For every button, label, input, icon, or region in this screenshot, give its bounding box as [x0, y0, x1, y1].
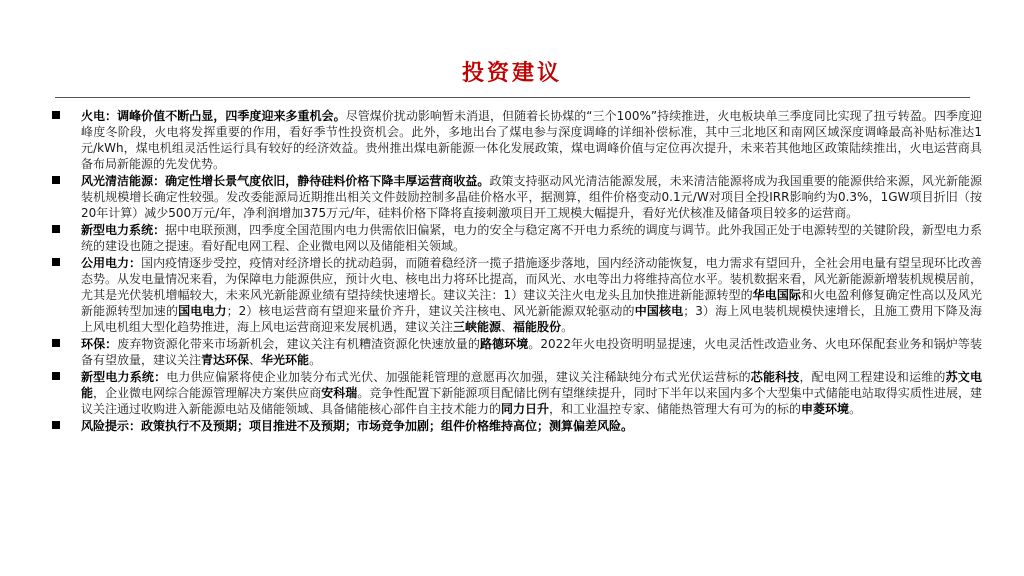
- stock-name: 安科瑞: [321, 386, 358, 400]
- item-heading: 新型电力系统：: [81, 223, 166, 237]
- list-item-public-power: [52, 255, 982, 335]
- item-text: 和火电盈利修复确定性高以及风光新能源转型加速的: [81, 288, 982, 318]
- title-divider: [55, 97, 970, 98]
- item-text: 。竞争性配置下新能源项目配储比例有望继续提升，同时下半年以来国内多个大型集中式储能电站取得实质性进展，建议关注通过收购进入新能源电站及储能领域、具备储能核心部件自主技术能力的: [81, 386, 982, 416]
- stock-name: 华光环能: [261, 353, 310, 367]
- stock-name: 路德环境: [479, 337, 529, 351]
- square-bullet-icon: [52, 339, 60, 347]
- item-text: 政策支持驱动风光清洁能源发展，未来清洁能源将成为我国重要的能源供给来源，风光新能源装机规模增长确定性较强。发改委能源局近期推出相关文件鼓励控制多晶硅价格水平，据测算，组件价格变动0.1元/W对项目全投IRR影响约为0.3%，1GW项目折旧（按20年计算）减少500万元/年，净利润增加375万元/年，硅料价格下降将直接刺激项目开工规模大幅提升，看好光伏核准及储备项目较多的运营商。: [81, 174, 982, 220]
- item-heading: 公用电力：: [81, 256, 142, 270]
- item-text: 据中电联预测，四季度全国范围内电力供需依旧偏紧，电力的安全与稳定离不开电力系统的调度与调节。此外我国正处于电源转型的关键阶段，新型电力系统的建设也随之提速。看好配电网工程、企业微电网以及储能相关领域。: [81, 223, 982, 253]
- item-text: ；2）核电运营商有望迎来量价齐升，建议关注核电、风光新能源双轮驱动的: [226, 304, 635, 318]
- item-text: 。: [561, 320, 574, 334]
- stock-name: 申菱环境: [801, 402, 850, 416]
- list-item-thermal-power: [52, 108, 982, 172]
- square-bullet-icon: [52, 176, 60, 184]
- square-bullet-icon: [52, 372, 60, 380]
- item-text: 。: [309, 353, 322, 367]
- item-text: 。2022年火电投资明明显提速，火电灵活性改造业务、火电环保配套业务和锅炉等装备有望放量，建议关注: [81, 337, 982, 367]
- list-item-environmental: [52, 336, 982, 368]
- item-text: 国内疫情逐步受控，疫情对经济增长的扰动趋弱，而随着稳经济一揽子措施逐步落地，国内经济动能恢复，电力需求有望回升，全社会用电量有望呈现环比改善态势。从发电量情况来看，为保障电力能源供应，预计火电、核电出力将环比提高，而风光、水电等出力将维持高位水平。装机数据来看，风光新能源新增装机规模居前，尤其是光伏装机增幅较大，未来风光新能源业绩有望持续快速增长。建议关注：1）建议关注火电龙头且加快推进新能源转型的: [81, 256, 982, 302]
- square-bullet-icon: [52, 225, 60, 233]
- stock-name: 同力日升: [501, 402, 550, 416]
- item-heading: 环保：: [81, 337, 118, 351]
- stock-name: 中国核电: [634, 304, 684, 318]
- item-text: ；3）海上风电装机规模快速增长，且施工费用下降及海上风电机组大型化趋势推进，海上风电运营商迎来发展机遇，建议关注: [81, 304, 982, 334]
- stock-name: 芯能科技: [750, 370, 800, 384]
- stock-name: 国电电力: [178, 304, 227, 318]
- recommendation-list: [52, 108, 982, 435]
- list-item-new-power-system: [52, 222, 982, 254]
- item-text: 。: [849, 402, 862, 416]
- item-heading: 风光清洁能源：确定性增长景气度依旧，静待硅料价格下降丰厚运营商收益。: [81, 174, 490, 188]
- item-heading: 火电：调峰价值不断凸显，四季度迎来多重机会。: [81, 109, 346, 123]
- stock-name: 青达环保: [201, 353, 250, 367]
- item-text: 、: [249, 353, 262, 367]
- stock-name: 福能股份: [513, 320, 562, 334]
- square-bullet-icon: [52, 258, 60, 266]
- stock-name: 华电国际: [752, 288, 801, 302]
- item-text: ，配电网工程建设和运维的: [799, 370, 946, 384]
- item-text: ，和工业温控专家、储能热管理大有可为的标的: [549, 402, 802, 416]
- item-heading: 风险提示：政策执行不及预期；项目推进不及预期；市场竞争加剧；组件价格维持高位；测算偏差风险。: [81, 419, 634, 433]
- square-bullet-icon: [52, 111, 60, 119]
- stock-name: 三峡能源: [453, 320, 502, 334]
- item-text: 电力供应偏紧将使企业加装分布式光伏、加强能耗管理的意愿再次加强，建议关注稀缺纯分布式光伏运营标的: [166, 370, 751, 384]
- list-item-wind-solar: [52, 173, 982, 221]
- item-text: ，企业微电网综合能源管理解决方案供应商: [93, 386, 322, 400]
- stock-name: 苏文电能: [81, 370, 982, 400]
- item-text: 尽管煤价扰动影响暂未消退，但随着长协煤的“三个100%”持续推进，火电板块单三季度同比实现了扭亏转盈。四季度迎峰度冬阶段，火电将发挥重要的作用，看好季节性投资机会。此外，多地出台了煤电参与深度调峰的详细补偿标准，其中三北地区和南网区域深度调峰最高补贴标准达1元/kWh，煤电机组灵活性运行具有较好的经济效益。贵州推出煤电新能源一体化发展政策，煤电调峰价值与定位再次提升，未来若其他地区政策陆续推出，火电运营商具备布局新能源的先发优势。: [81, 109, 982, 171]
- item-text: 、: [501, 320, 514, 334]
- square-bullet-icon: [52, 421, 60, 429]
- list-item-risk-warning: [52, 418, 982, 434]
- item-heading: 新型电力系统：: [81, 370, 167, 384]
- list-item-new-power-system-2: [52, 369, 982, 417]
- page-title: 投资建议: [461, 60, 562, 86]
- item-text: 废弃物资源化带来市场新机会，建议关注有机糟渣资源化快速放量的: [117, 337, 480, 351]
